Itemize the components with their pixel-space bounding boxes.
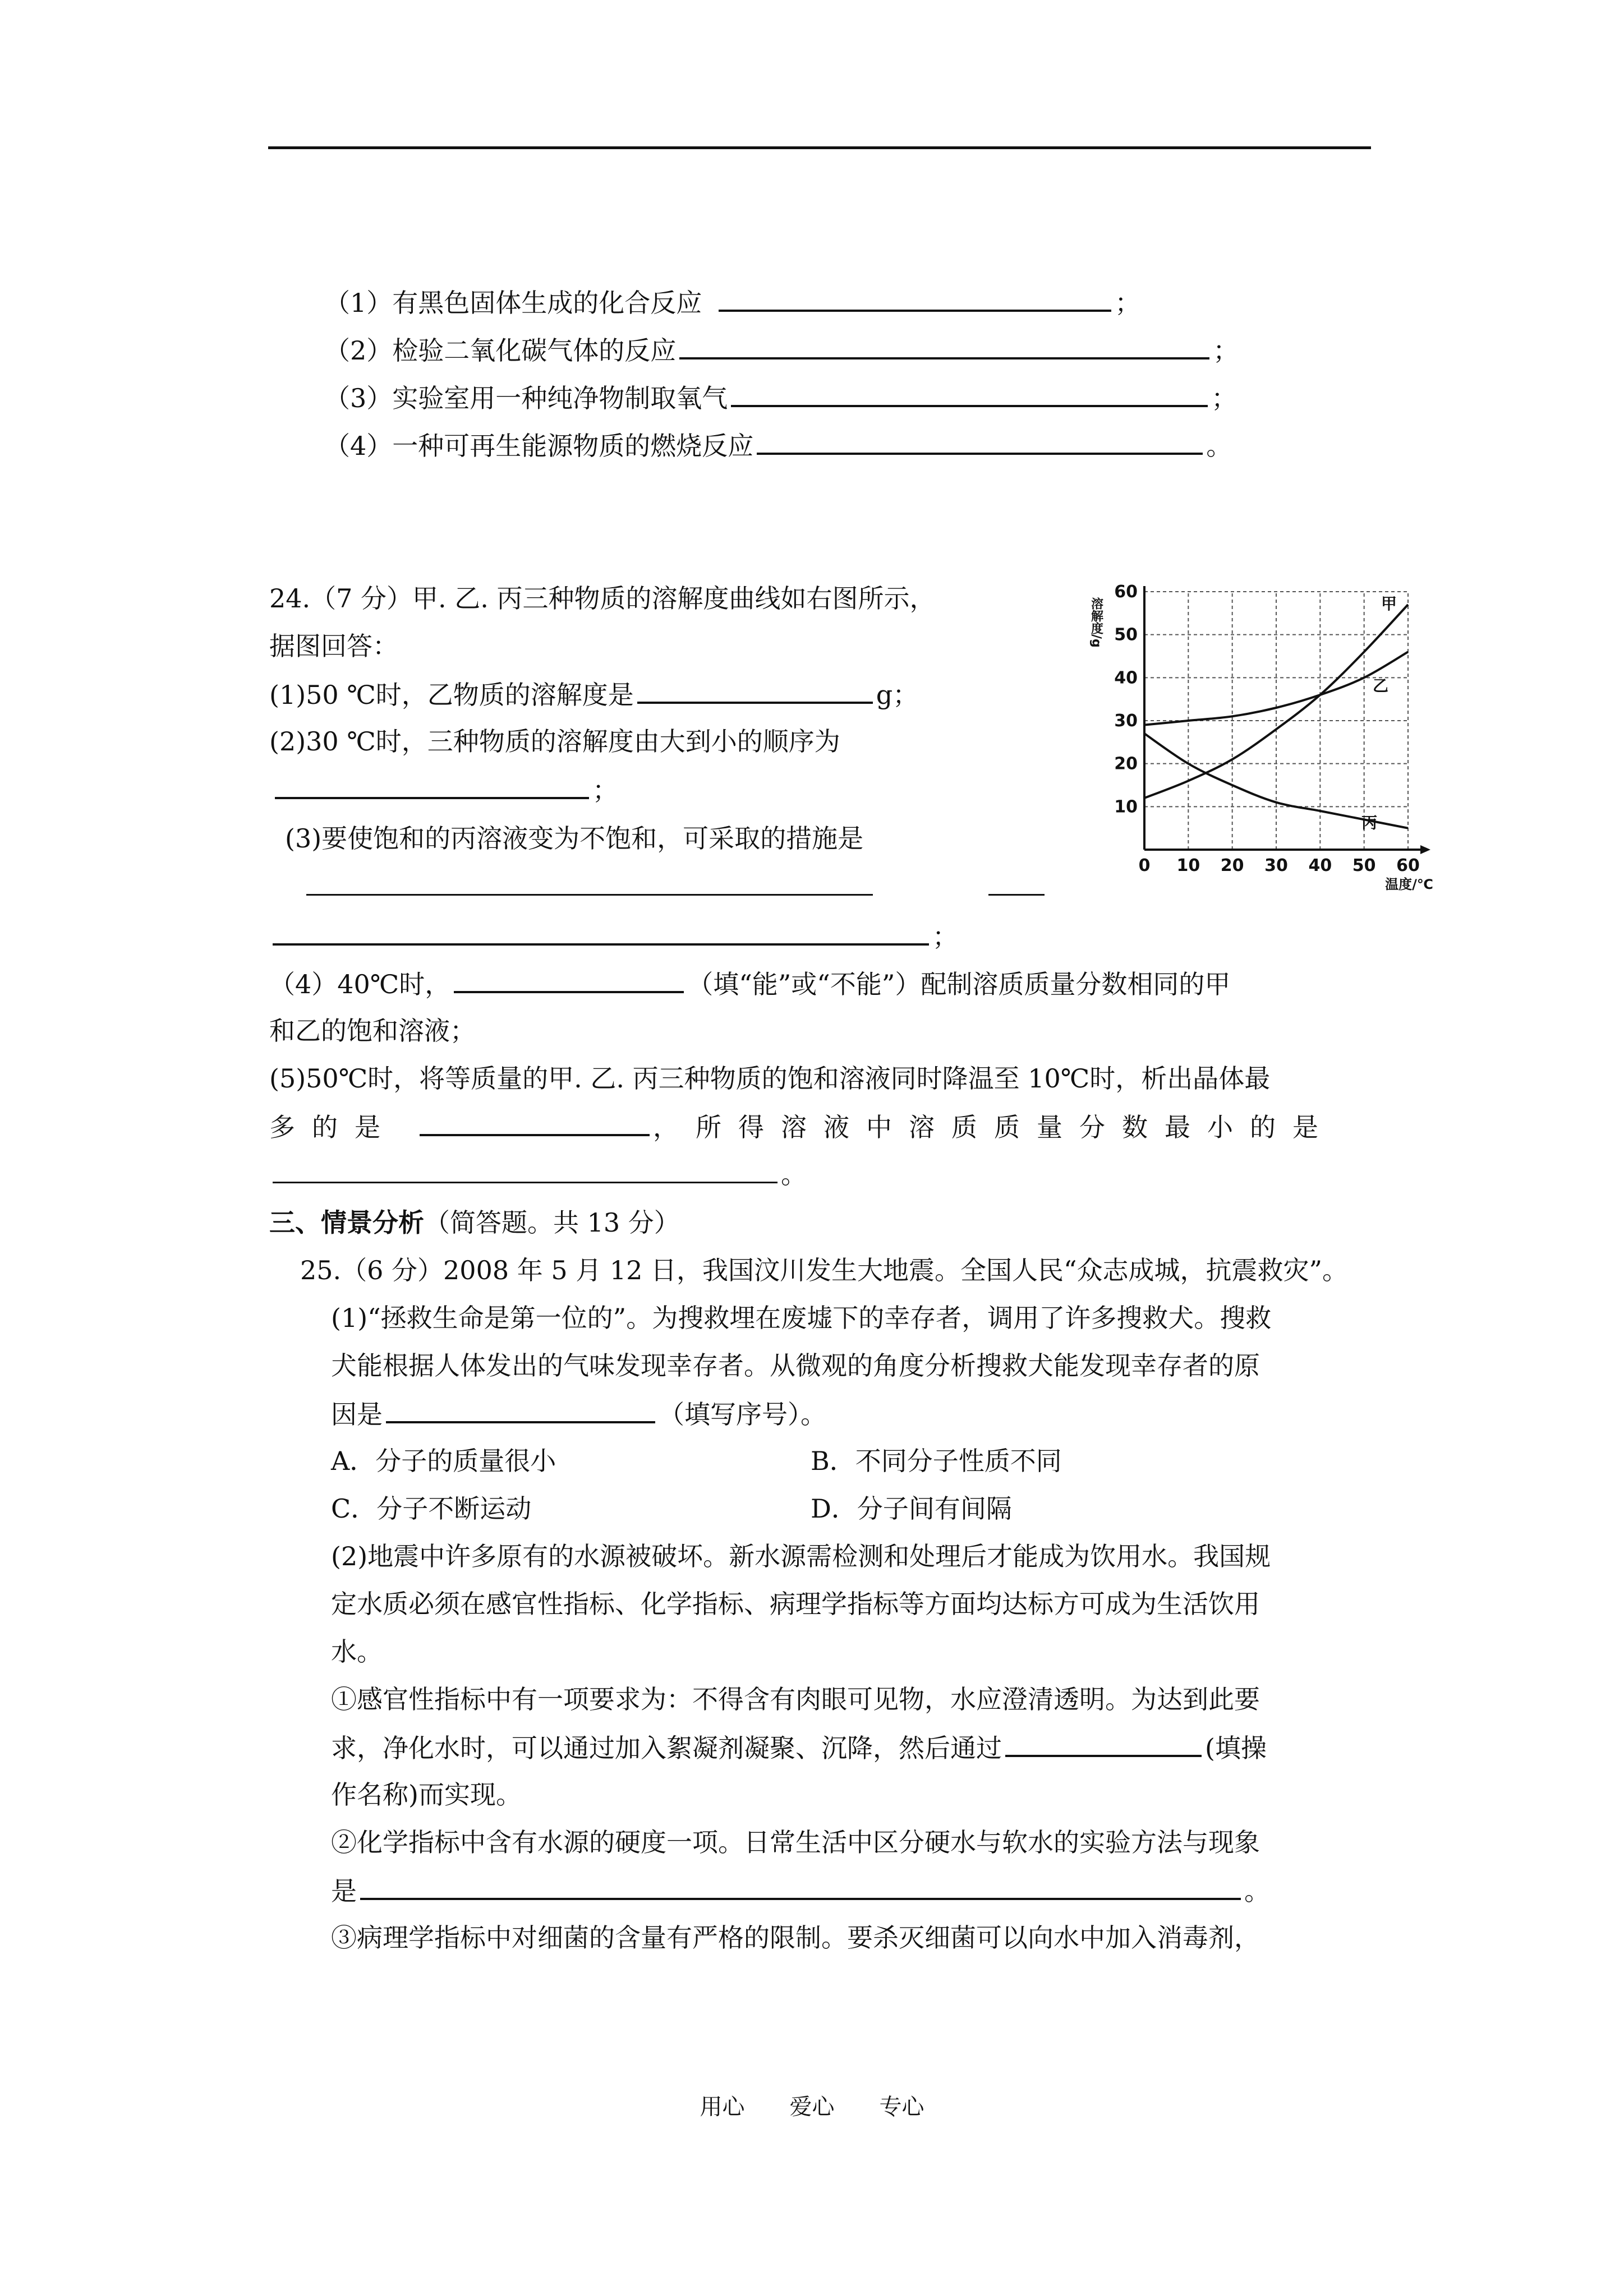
answer-blank[interactable] xyxy=(1005,1730,1202,1757)
y-tick-label: 40 xyxy=(1114,668,1138,688)
q25-intro: 25.（6 分）2008 年 5 月 12 日，我国汶川发生大地震。全国人民“众志成城，抗震救灾”。 xyxy=(300,1255,1349,1285)
q25-part-2-cont: 定水质必须在感官性指标、化学指标、病理学指标等方面均达标方可成为生活饮用 xyxy=(331,1589,1260,1619)
y-tick-label: 60 xyxy=(1114,582,1138,602)
q24-part-3-answer-a xyxy=(303,869,1048,903)
section-3-heading: 三、情景分析（简答题。共 13 分） xyxy=(269,1207,680,1238)
answer-blank[interactable] xyxy=(386,1396,655,1423)
footer-text: 专心 xyxy=(879,2094,924,2120)
x-tick-label: 50 xyxy=(1352,856,1376,875)
header-rule xyxy=(268,146,1371,149)
q24-part-2: (2)30 ℃时，三种物质的溶解度由大到小的顺序为 xyxy=(269,726,840,757)
chart-labels xyxy=(1089,582,1434,892)
q25-sub-1-end: 作名称)而实现。 xyxy=(331,1779,522,1810)
page-footer xyxy=(0,2092,1624,2122)
q25-sub-3: ③病理学指标中对细菌的含量有严格的限制。要杀灭细菌可以向水中加入消毒剂， xyxy=(331,1922,1260,1953)
answer-blank[interactable] xyxy=(273,919,929,946)
option-b: B．不同分子性质不同 xyxy=(811,1446,1062,1476)
option-c: C．分子不断运动 xyxy=(331,1493,532,1524)
answer-blank[interactable] xyxy=(275,772,589,799)
answer-blank[interactable] xyxy=(454,966,684,993)
solubility-chart xyxy=(1088,575,1436,895)
q23-item-1-text: （1）有黑色固体生成的化合反应 xyxy=(324,288,702,318)
x-tick-label: 10 xyxy=(1176,856,1200,875)
series-label: 甲 xyxy=(1381,594,1397,613)
x-tick-label: 40 xyxy=(1308,856,1332,875)
q25-part-1-answer: 因是 （填写序号）。 xyxy=(331,1396,826,1431)
x-tick-label: 60 xyxy=(1396,856,1420,875)
q24-part-1: (1)50 ℃时，乙物质的溶解度是 g； xyxy=(269,677,918,712)
answer-blank[interactable] xyxy=(731,380,1208,407)
x-tick-label: 0 xyxy=(1138,856,1151,875)
y-tick-label: 20 xyxy=(1114,754,1138,774)
answer-blank[interactable] xyxy=(637,677,873,704)
footer-text: 用心 xyxy=(700,2094,745,2120)
option-d: D．分子间有间隔 xyxy=(811,1493,1012,1524)
y-tick-label: 10 xyxy=(1114,797,1138,817)
q25-part-2-end: 水。 xyxy=(331,1636,383,1667)
series-label: 乙 xyxy=(1372,676,1388,695)
x-axis-arrow xyxy=(1420,845,1430,854)
q24-part-5: (5)50℃时，将等质量的甲. 乙. 丙三种物质的饱和溶液同时降温至 10℃时，析出晶体最 xyxy=(269,1063,1271,1094)
q24-part-5-cont: 多的是 ，所得溶液中溶质质量分数最小的是 xyxy=(269,1109,1335,1144)
y-tick-label: 30 xyxy=(1114,711,1138,731)
q23-item-1: （1）有黑色固体生成的化合反应 ； xyxy=(324,285,1140,320)
q24-intro-2: 据图回答： xyxy=(269,631,398,661)
q23-item-3-text: （3）实验室用一种纯净物制取氧气 xyxy=(324,383,728,413)
answer-blank[interactable] xyxy=(306,869,873,896)
q25-part-1-cont: 犬能根据人体发出的气味发现幸存者。从微观的角度分析搜救犬能发现幸存者的原 xyxy=(331,1350,1260,1381)
y-tick-label: 50 xyxy=(1114,625,1138,645)
option-a: A．分子的质量很小 xyxy=(331,1446,556,1476)
q23-item-2-text: （2）检验二氧化碳气体的反应 xyxy=(324,335,677,366)
answer-blank[interactable] xyxy=(679,333,1209,359)
q24-part-3-answer-b: ； xyxy=(269,919,958,953)
y-axis-label: 溶解度/g xyxy=(1089,597,1103,648)
q24-intro: 24.（7 分）甲. 乙. 丙三种物质的溶解度曲线如右图所示， xyxy=(269,583,936,614)
q24-part-3: (3)要使饱和的丙溶液变为不饱和，可采取的措施是 xyxy=(285,823,864,854)
answer-blank[interactable] xyxy=(719,285,1111,312)
answer-blank[interactable] xyxy=(420,1109,650,1136)
x-axis-label: 温度/℃ xyxy=(1385,877,1433,892)
answer-blank[interactable] xyxy=(988,869,1045,896)
x-tick-label: 20 xyxy=(1220,856,1244,875)
q24-part-4-cont: 和乙的饱和溶液； xyxy=(269,1016,476,1046)
series-label: 丙 xyxy=(1361,813,1377,832)
answer-blank[interactable] xyxy=(360,1873,1241,1900)
q25-sub-2: ②化学指标中含有水源的硬度一项。日常生活中区分硬水与软水的实验方法与现象 xyxy=(331,1827,1260,1857)
q23-item-3: （3）实验室用一种纯净物制取氧气 ； xyxy=(324,380,1237,415)
q23-item-4: （4）一种可再生能源物质的燃烧反应 。 xyxy=(324,428,1232,463)
q25-sub-2-answer: 是 。 xyxy=(331,1873,1270,1908)
x-tick-label: 30 xyxy=(1264,856,1288,875)
q25-part-1: (1)“拯救生命是第一位的”。为搜救埋在废墟下的幸存者，调用了许多搜救犬。搜救 xyxy=(331,1303,1272,1333)
q23-item-4-text: （4）一种可再生能源物质的燃烧反应 xyxy=(324,431,754,461)
answer-blank[interactable] xyxy=(273,1157,778,1183)
q25-sub-1-answer: 求，净化水时，可以通过加入絮凝剂凝聚、沉降，然后通过 (填操 xyxy=(331,1730,1267,1765)
q24-part-2-answer: ； xyxy=(269,772,618,807)
footer-text: 爱心 xyxy=(789,2094,835,2120)
q24-part-5-answer: 。 xyxy=(269,1157,807,1191)
q23-item-2: （2）检验二氧化碳气体的反应 ； xyxy=(324,333,1239,367)
q25-part-2: (2)地震中许多原有的水源被破坏。新水源需检测和处理后才能成为饮用水。我国规 xyxy=(331,1541,1271,1571)
q24-part-4: （4）40℃时， （填“能”或“不能”）配制溶质质量分数相同的甲 xyxy=(269,966,1230,1001)
q25-sub-1: ①感官性指标中有一项要求为：不得含有肉眼可见物，水应澄清透明。为达到此要 xyxy=(331,1684,1260,1714)
answer-blank[interactable] xyxy=(757,428,1203,455)
